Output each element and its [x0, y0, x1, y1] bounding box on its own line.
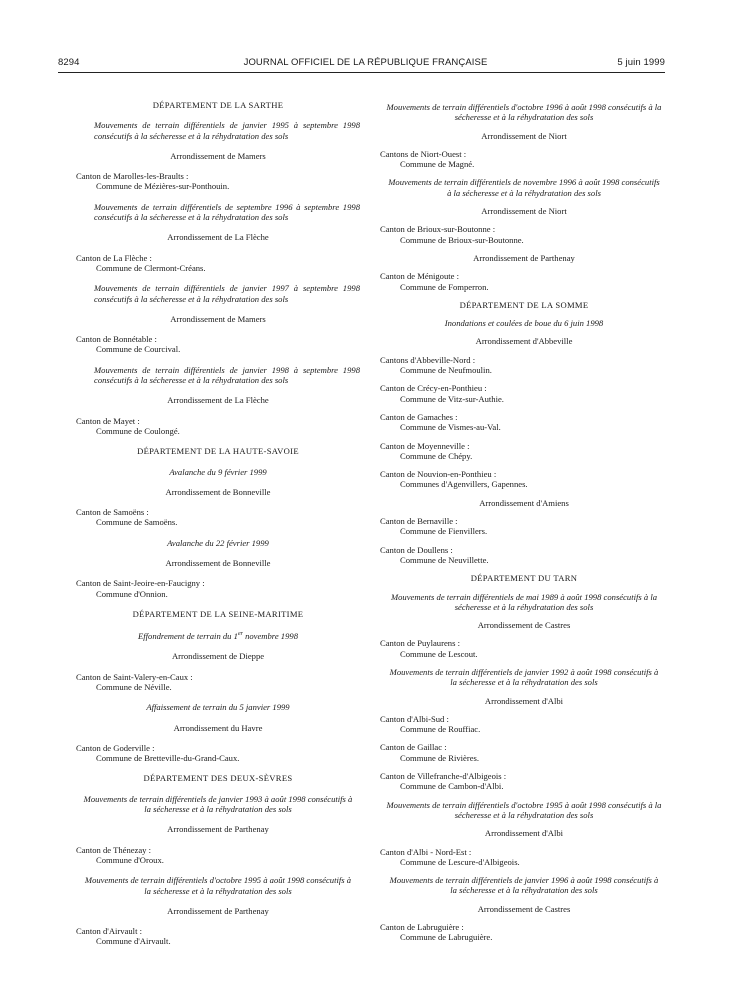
event-description: Effondrement de terrain du 1er novembre 1998	[138, 631, 298, 642]
commune-line: Commune de Chépy.	[400, 450, 473, 461]
commune-line: Commune de Brioux-sur-Boutonne.	[400, 234, 524, 245]
canton-line: Canton de Saint-Valery-en-Caux :	[76, 671, 193, 682]
commune-line: Commune de Rivières.	[400, 752, 480, 763]
canton-line: Canton de Doullens :	[380, 544, 453, 555]
arrondissement-heading: Arrondissement de Niort	[481, 130, 567, 141]
commune-line: Commune de Rouffiac.	[400, 724, 481, 735]
canton-line: Canton de Labruguière :	[380, 922, 464, 933]
arrondissement-heading: Arrondissement de Castres	[477, 903, 571, 914]
canton-line: Canton de Puylaurens :	[380, 638, 460, 649]
event-description: Mouvements de terrain différentiels de janvier 1996 à août 1998 consécutifs à la sécheresse et à la réhydratation des sols	[389, 875, 659, 896]
canton-line: Canton d'Airvault :	[76, 926, 142, 937]
canton-line: Canton de La Flèche :	[76, 252, 152, 263]
department-heading: DÉPARTEMENT DE LA SARTHE	[152, 100, 284, 110]
arrondissement-heading: Arrondissement de Parthenay	[167, 905, 269, 916]
commune-line: Commune d'Airvault.	[96, 936, 171, 947]
canton-line: Canton de Ménigoute :	[380, 271, 460, 282]
commune-line: Commune de Courcival.	[96, 344, 181, 355]
commune-line: Commune de Neuvillette.	[400, 554, 489, 565]
event-description: Mouvements de terrain différentiels de janvier 1992 à août 1998 consécutifs à la sécheresse et à la réhydratation des sols	[389, 666, 659, 688]
event-description: Mouvements de terrain différentiels de janvier 1998 à septembre 1998 consécutifs à la sécheresse et à la réhydratation des sols	[94, 364, 360, 386]
event-description: Mouvements de terrain différentiels de septembre 1996 à septembre 1998 consécutifs à la sécheresse et à la réhydratation des sols	[94, 201, 360, 223]
arrondissement-heading: Arrondissement d'Abbeville	[475, 336, 573, 347]
event-description: Mouvements de terrain différentiels de janvier 1993 à août 1998 consécutifs à la sécheresse et à la réhydratation des sols	[83, 793, 353, 815]
event-description: Mouvements de terrain différentiels d'octobre 1996 à août 1998 consécutifs à la sécheresse et à la réhydratation des sols	[386, 102, 662, 123]
commune-line: Commune de Neufmoulin.	[400, 365, 492, 376]
arrondissement-heading: Arrondissement de Castres	[477, 620, 571, 631]
canton-line: Canton de Moyenneville :	[380, 440, 470, 451]
canton-line: Canton d'Albi - Nord-Est :	[380, 846, 472, 857]
event-description: Affaissement de terrain du 5 janvier 1999	[146, 702, 290, 713]
commune-line: Communes d'Agenvillers, Gapennes.	[400, 479, 528, 490]
department-heading: DÉPARTEMENT DE LA SOMME	[459, 299, 589, 310]
canton-line: Canton de Brioux-sur-Boutonne :	[380, 224, 496, 235]
event-description: Mouvements de terrain différentiels d'octobre 1995 à août 1998 consécutifs à la sécheresse et à la réhydratation des sols	[84, 875, 352, 896]
header-rule	[58, 72, 665, 73]
department-heading: DÉPARTEMENT DE LA SEINE-MARITIME	[132, 608, 304, 619]
arrondissement-heading: Arrondissement de La Flèche	[167, 395, 269, 406]
commune-line: Commune de Samoëns.	[96, 517, 178, 528]
canton-line: Canton d'Albi-Sud :	[380, 713, 449, 724]
commune-line: Commune de Vitz-sur-Authie.	[400, 393, 504, 404]
arrondissement-heading: Arrondissement de Dieppe	[171, 651, 265, 662]
commune-line: Commune d'Oroux.	[96, 854, 164, 865]
commune-line: Commune de Labruguière.	[400, 932, 493, 943]
commune-line: Commune de Clermont-Créans.	[96, 262, 206, 273]
commune-line: Commune de Lescure-d'Albigeois.	[400, 856, 520, 867]
canton-line: Canton de Samoëns :	[76, 507, 149, 518]
canton-line: Canton de Villefranche-d'Albigeois :	[380, 771, 507, 782]
canton-line: Canton de Bonnétable :	[76, 334, 157, 345]
event-description: Mouvements de terrain différentiels d'octobre 1995 à août 1998 consécutifs à la sécheresse et à la réhydratation des sols	[386, 799, 662, 820]
commune-line: Commune de Mézières-sur-Ponthouin.	[96, 181, 230, 192]
arrondissement-heading: Arrondissement d'Albi	[484, 695, 564, 706]
canton-line: Canton de Mayet :	[76, 415, 140, 426]
event-description: Avalanche du 9 février 1999	[169, 466, 267, 477]
arrondissement-heading: Arrondissement de Parthenay	[167, 824, 269, 835]
commune-line: Commune de Bretteville-du-Grand-Caux.	[96, 753, 240, 764]
event-description: Mouvements de terrain différentiels de novembre 1996 à août 1998 consécutifs à la sécheresse et à la réhydratation des sols	[388, 177, 660, 198]
canton-line: Canton de Gaillac :	[380, 742, 447, 753]
commune-line: Commune de Cambon-d'Albi.	[400, 781, 504, 792]
event-description: Mouvements de terrain différentiels de mai 1989 à août 1998 consécutifs à la sécheresse et à la réhydratation des sols	[390, 591, 658, 612]
department-heading: DÉPARTEMENT DES DEUX-SÈVRES	[143, 773, 293, 784]
arrondissement-heading: Arrondissement du Havre	[173, 722, 263, 733]
canton-line: Cantons de Niort-Ouest :	[380, 148, 467, 159]
event-description: Mouvements de terrain différentiels de janvier 1995 à septembre 1998 consécutifs à la sécheresse et à la réhydratation des sols	[94, 120, 360, 141]
right-column	[380, 102, 668, 951]
arrondissement-heading: Arrondissement de Mamers	[170, 313, 266, 324]
event-description: Inondations et coulées de boue du 6 juin 1998	[444, 318, 604, 329]
department-heading: DÉPARTEMENT DE LA HAUTE-SAVOIE	[137, 446, 299, 457]
canton-line: Canton de Nouvion-en-Ponthieu :	[380, 469, 497, 480]
left-column	[76, 100, 360, 957]
canton-line: Canton de Gamaches :	[380, 411, 458, 422]
journal-title: JOURNAL OFFICIEL DE LA RÉPUBLIQUE FRANÇAISE	[243, 57, 488, 68]
commune-line: Commune de Vismes-au-Val.	[400, 422, 501, 433]
commune-line: Commune de Fomperron.	[400, 281, 489, 292]
arrondissement-heading: Arrondissement de Bonneville	[165, 558, 271, 569]
canton-line: Canton de Saint-Jeoire-en-Faucigny :	[76, 578, 205, 589]
canton-line: Canton de Goderville :	[76, 742, 155, 753]
canton-line: Canton de Thénezay :	[76, 844, 152, 855]
arrondissement-heading: Arrondissement de Mamers	[170, 150, 266, 161]
page-number: 8294	[58, 57, 80, 68]
arrondissement-heading: Arrondissement de Bonneville	[165, 486, 271, 497]
arrondissement-heading: Arrondissement d'Amiens	[479, 497, 569, 508]
commune-line: Commune d'Onnion.	[96, 588, 168, 599]
arrondissement-heading: Arrondissement de Niort	[481, 206, 567, 217]
event-description: Mouvements de terrain différentiels de janvier 1997 à septembre 1998 consécutifs à la sécheresse et à la réhydratation des sols	[94, 283, 360, 304]
commune-line: Commune de Magné.	[400, 159, 475, 170]
canton-line: Canton de Marolles-les-Braults :	[76, 171, 189, 182]
canton-line: Canton de Bernaville :	[380, 516, 458, 527]
department-heading: DÉPARTEMENT DU TARN	[470, 573, 578, 584]
publication-date: 5 juin 1999	[617, 57, 665, 68]
event-description: Avalanche du 22 février 1999	[167, 537, 269, 548]
commune-line: Commune de Fienvillers.	[400, 526, 488, 537]
arrondissement-heading: Arrondissement de La Flèche	[167, 232, 269, 243]
arrondissement-heading: Arrondissement d'Albi	[484, 828, 564, 839]
canton-line: Canton de Crécy-en-Ponthieu :	[380, 383, 487, 394]
commune-line: Commune de Coulongé.	[96, 425, 180, 436]
canton-line: Cantons d'Abbeville-Nord :	[380, 354, 476, 365]
arrondissement-heading: Arrondissement de Parthenay	[473, 252, 575, 263]
commune-line: Commune de Néville.	[96, 681, 172, 692]
commune-line: Commune de Lescout.	[400, 648, 478, 659]
